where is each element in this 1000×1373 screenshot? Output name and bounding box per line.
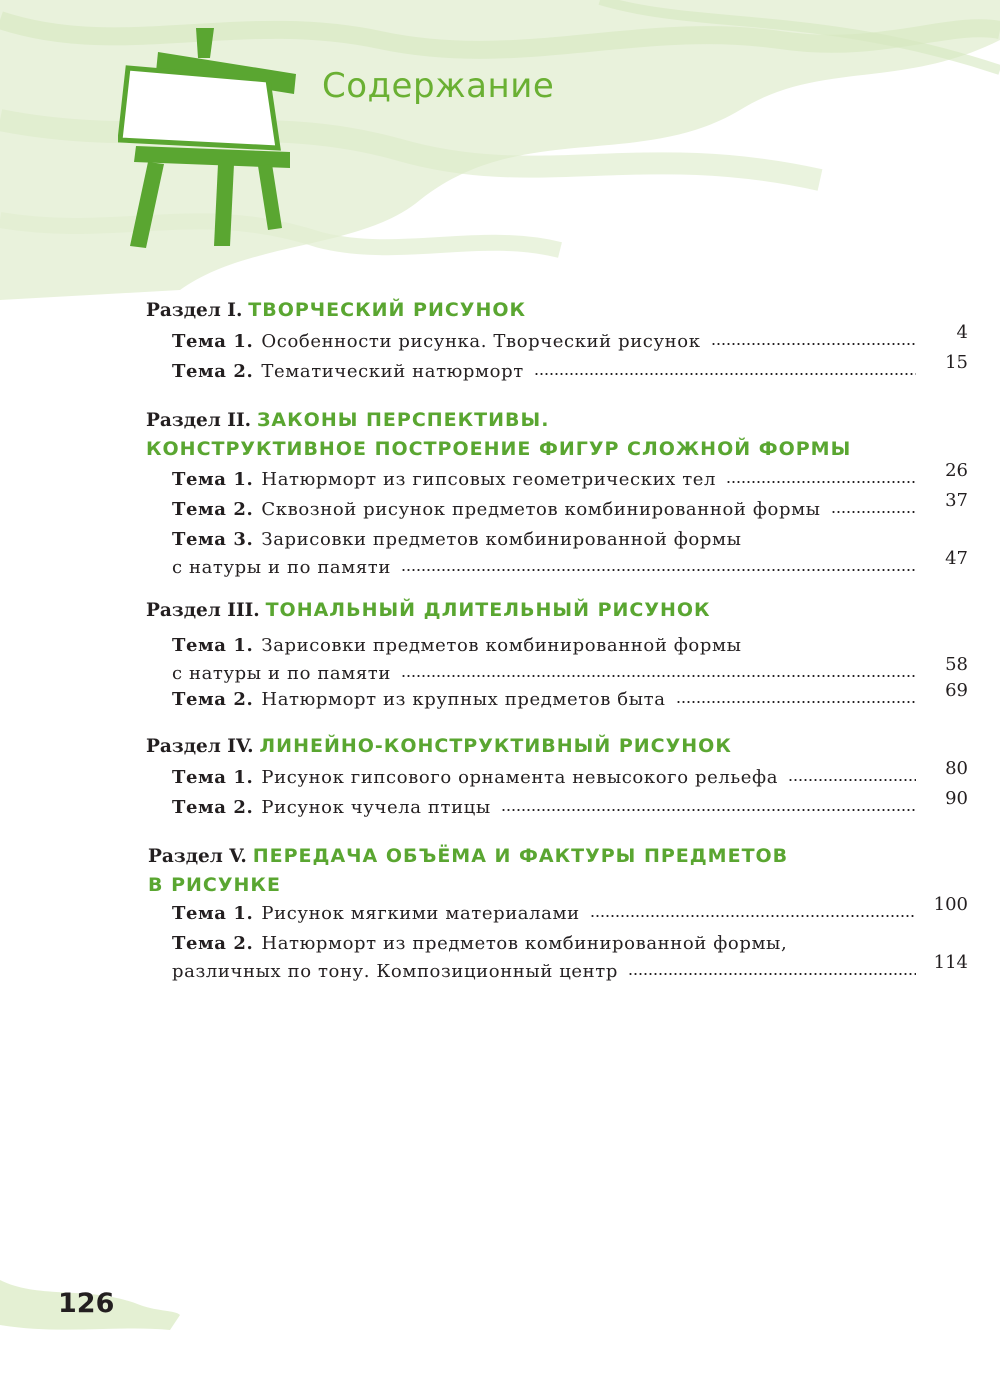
topic-label: Тема 3. [172,529,254,550]
topic-label: Тема 2. [172,499,254,520]
topic-title: Натюрморт из гипсовых геометрических тел [261,469,717,490]
topic-title: Тематический натюрморт [261,361,524,382]
section-label: Раздел V. [148,846,247,867]
page-title: Содержание [322,66,555,106]
topic-page-number: 15 [945,352,968,373]
section-heading [146,596,711,625]
toc-entry[interactable] [172,686,922,714]
topic-title: Натюрморт из предметов комбинированной формы, [261,933,788,954]
topic-label: Тема 2. [172,933,254,954]
section-title: ЗАКОНЫ ПЕРСПЕКТИВЫ. [256,409,550,431]
topic-page-number: 80 [945,758,968,779]
dot-leader [711,340,916,346]
section-label: Раздел I. [146,300,243,321]
section-title: ПЕРЕДАЧА ОБЪЁМА И ФАКТУРЫ ПРЕДМЕТОВ [252,845,789,867]
section-heading [146,732,732,761]
toc-entry[interactable] [172,900,922,928]
toc-entry[interactable] [172,930,922,986]
section-title: ТОНАЛЬНЫЙ ДЛИТЕЛЬНЫЙ РИСУНОК [265,599,711,621]
toc-entry[interactable] [172,632,922,688]
dot-leader [401,672,916,678]
section-title: В РИСУНКЕ [148,874,281,896]
toc-entry[interactable] [172,496,922,524]
topic-title: различных по тону. Композиционный центр [172,961,618,982]
dot-leader [501,806,916,812]
section-label: Раздел III. [146,600,260,621]
topic-title: с натуры и по памяти [172,663,391,684]
dot-leader [534,370,916,376]
topic-title: Рисунок чучела птицы [261,797,491,818]
topic-title: Сквозной рисунок предметов комбинированной формы [261,499,821,520]
topic-page-number: 37 [945,490,968,511]
dot-leader [676,698,916,704]
section-label: Раздел II. [146,410,252,431]
page-number: 126 [58,1288,115,1319]
topic-label: Тема 1. [172,331,254,352]
dot-leader [401,566,916,572]
section-title: ЛИНЕЙНО-КОНСТРУКТИВНЫЙ РИСУНОК [259,735,732,757]
topic-page-number: 69 [945,680,968,701]
topic-label: Тема 2. [172,361,254,382]
section-label: Раздел IV. [146,736,254,757]
topic-page-number: 26 [945,460,968,481]
topic-label: Тема 1. [172,767,254,788]
topic-label: Тема 1. [172,469,254,490]
toc-entry[interactable] [172,764,922,792]
topic-page-number: 4 [956,322,968,343]
topic-page-number: 47 [945,548,968,569]
topic-label: Тема 1. [172,635,254,656]
toc-entry[interactable] [172,466,922,494]
topic-label: Тема 2. [172,797,254,818]
section-heading [146,296,526,325]
section-title: КОНСТРУКТИВНОЕ ПОСТРОЕНИЕ ФИГУР СЛОЖНОЙ ФОРМЫ [146,438,852,460]
topic-title: Зарисовки предметов комбинированной формы [261,635,742,656]
topic-title: Рисунок гипсового орнамента невысокого рельефа [261,767,779,788]
section-heading [146,406,851,464]
topic-title: Рисунок мягкими материалами [261,903,580,924]
topic-page-number: 90 [945,788,968,809]
section-heading [148,842,788,900]
topic-title: Особенности рисунка. Творческий рисунок [261,331,701,352]
dot-leader [628,970,916,976]
topic-page-number: 100 [933,894,968,915]
toc-entry[interactable] [172,358,922,386]
dot-leader [788,776,916,782]
dot-leader [831,508,916,514]
topic-label: Тема 1. [172,903,254,924]
topic-title: Натюрморт из крупных предметов быта [261,689,666,710]
topic-page-number: 58 [945,654,968,675]
toc-entry[interactable] [172,328,922,356]
topic-label: Тема 2. [172,689,254,710]
toc-entry[interactable] [172,794,922,822]
toc-entry[interactable] [172,526,922,582]
topic-title: с натуры и по памяти [172,557,391,578]
topic-page-number: 114 [933,952,968,973]
topic-title: Зарисовки предметов комбинированной формы [261,529,742,550]
dot-leader [726,478,916,484]
dot-leader [590,912,916,918]
section-title: ТВОРЧЕСКИЙ РИСУНОК [248,299,527,321]
